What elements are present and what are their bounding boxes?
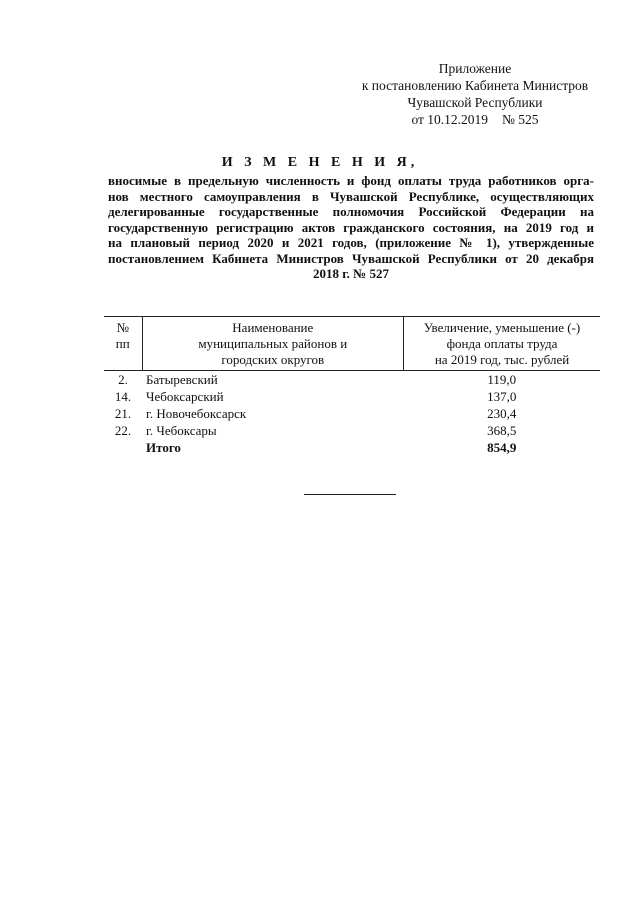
row-number: 22. — [114, 423, 132, 438]
table-row — [104, 422, 600, 439]
changes-table — [104, 316, 600, 456]
subtitle-line: вносимые в предельную численность и фонд оплаты труда работников орга- — [108, 173, 594, 188]
appendix-number: № 525 — [502, 112, 539, 127]
row-name: Чебоксарский — [146, 389, 224, 404]
subtitle-line: государственную регистрацию актов гражданского состояния, на 2019 год и — [108, 219, 594, 235]
appendix-date-line — [330, 111, 620, 128]
table-header-row — [104, 317, 600, 371]
header-value — [404, 317, 600, 371]
row-number: 21. — [114, 406, 132, 421]
row-value: 137,0 — [487, 389, 517, 404]
header-name-line: городских округов — [221, 352, 325, 367]
total-number — [104, 439, 142, 456]
subtitle-line: 2018 г. № 527 — [312, 266, 389, 281]
subtitle-line: постановлением Кабинета Министров Чувашской Республики от 20 декабря — [108, 250, 594, 266]
row-value: 230,4 — [487, 406, 517, 421]
header-number-line: пп — [115, 336, 130, 351]
document-subtitle — [108, 173, 594, 282]
header-name-line: Наименование — [232, 320, 314, 335]
header-number-line: № — [116, 320, 129, 335]
appendix-date: от 10.12.2019 — [411, 112, 489, 127]
row-number: 14. — [114, 389, 132, 404]
header-name — [142, 317, 404, 371]
table-row — [104, 405, 600, 422]
end-divider — [304, 494, 396, 495]
row-name: г. Чебоксары — [146, 423, 217, 438]
subtitle-line: делегированные государственные полномочия Российской Федерации на — [108, 204, 594, 219]
table-total-row — [104, 439, 600, 456]
table-row — [104, 388, 600, 405]
total-value: 854,9 — [487, 440, 517, 455]
header-value-line: на 2019 год, тыс. рублей — [434, 352, 570, 367]
table-row — [104, 371, 600, 389]
row-name: г. Новочебоксарск — [146, 406, 247, 421]
appendix-block — [330, 60, 620, 128]
header-number — [104, 317, 142, 371]
row-value: 119,0 — [487, 372, 517, 387]
subtitle-line: на плановый период 2020 и 2021 годов, (приложение № 1), утвержденные — [108, 235, 594, 250]
header-value-line: фонда оплаты труда — [446, 336, 558, 351]
header-name-line: муниципальных районов и — [198, 336, 348, 351]
appendix-resolution: к постановлению Кабинета Министров — [361, 78, 589, 93]
row-value: 368,5 — [487, 423, 517, 438]
row-number: 2. — [118, 372, 128, 387]
appendix-label: Приложение — [438, 61, 512, 76]
row-name: Батыревский — [146, 372, 218, 387]
subtitle-line: нов местного самоуправления в Чувашской Республике, осуществляющих — [108, 188, 594, 204]
appendix-republic: Чувашской Республики — [407, 95, 543, 110]
total-label: Итого — [146, 440, 181, 455]
header-value-line: Увеличение, уменьшение (-) — [423, 320, 581, 335]
document-title: И З М Е Н Е Н И Я, — [221, 155, 419, 170]
